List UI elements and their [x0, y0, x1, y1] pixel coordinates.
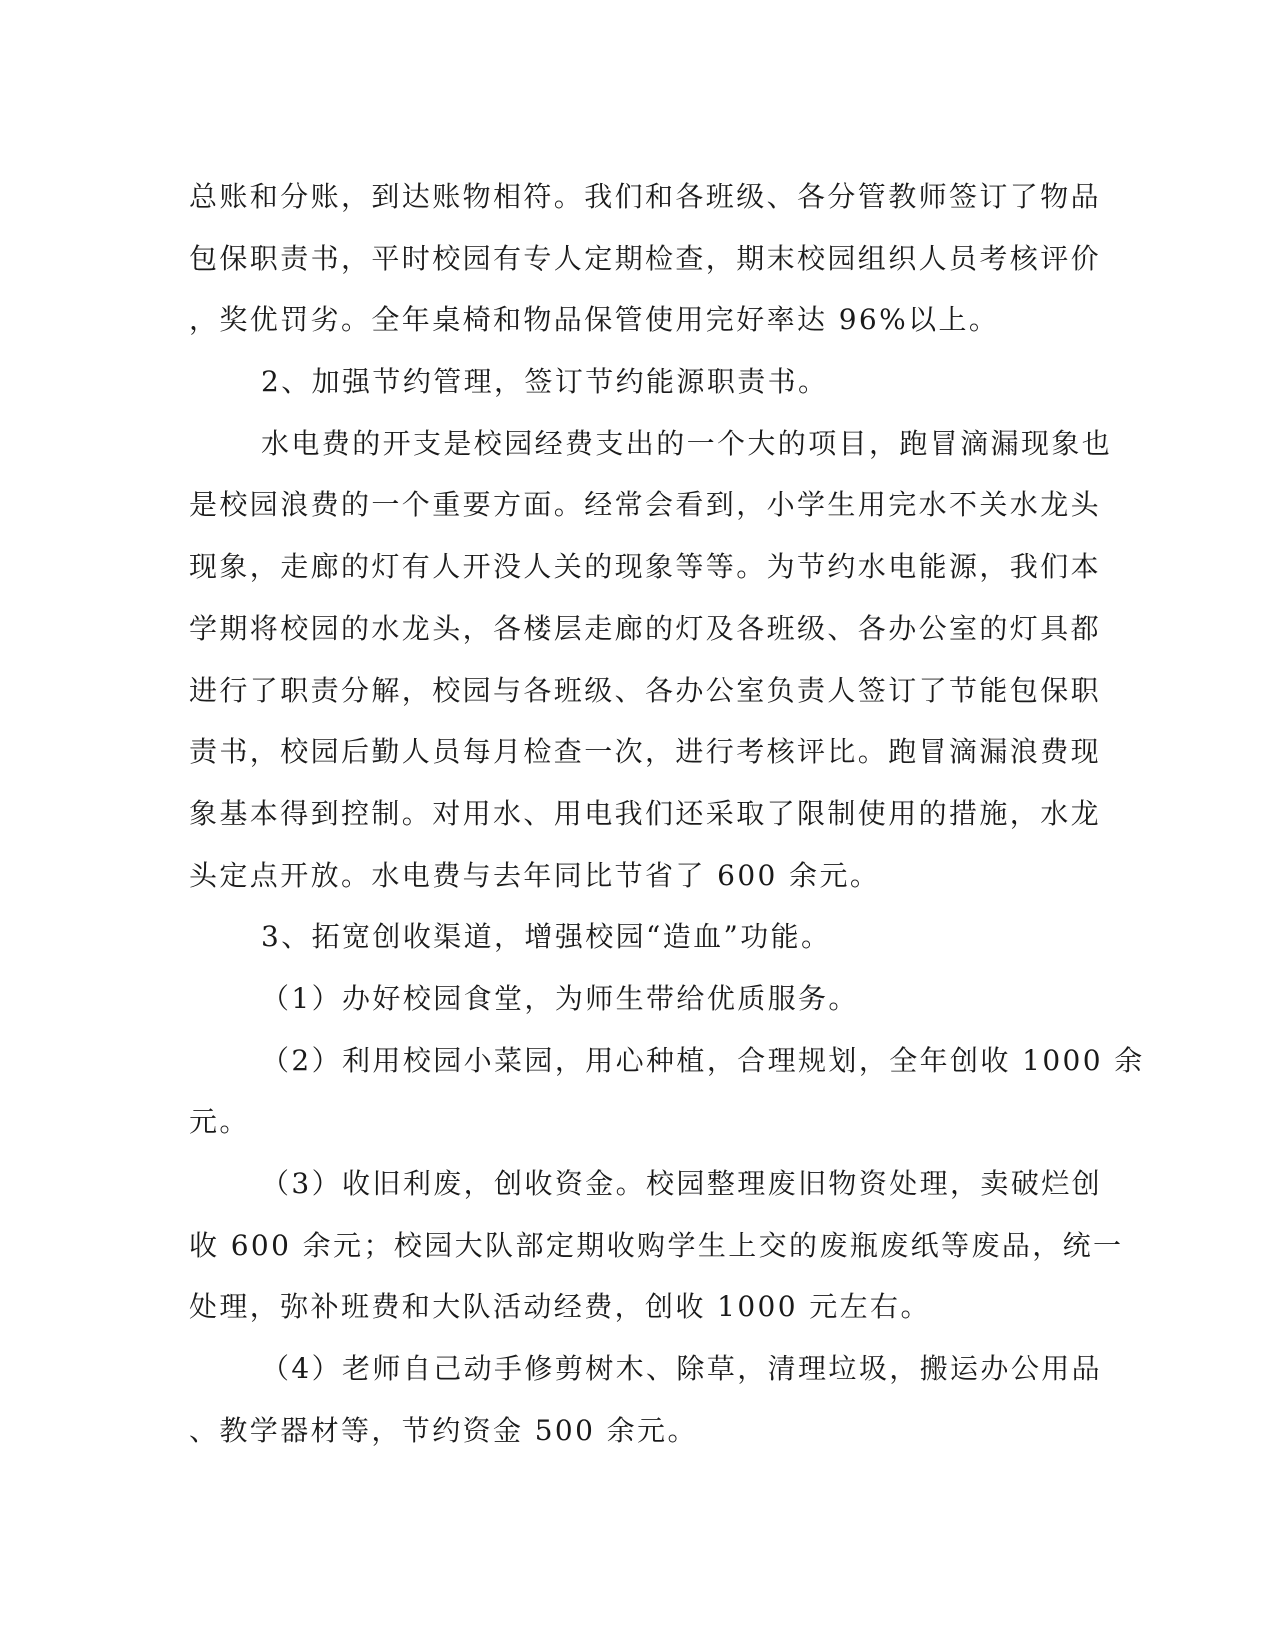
list-item-1: （1）办好校园食堂，为师生带给优质服务。 — [261, 981, 859, 1015]
paragraph-start: 水电费的开支是校园经费支出的一个大的项目，跑冒滴漏现象也 — [261, 426, 1113, 460]
text-line: 元。 — [189, 1105, 250, 1139]
text-line: 处理，弥补班费和大队活动经费，创收 1000 元左右。 — [189, 1290, 931, 1324]
list-item-3: （3）收旧利废，创收资金。校园整理废旧物资处理，卖破烂创 — [261, 1167, 1103, 1200]
text-line: 学期将校园的水龙头，各楼层走廊的灯及各班级、各办公室的灯具都 — [189, 611, 1102, 645]
document-body — [189, 166, 1145, 1461]
text-line: 是校园浪费的一个重要方面。经常会看到，小学生用完水不关水龙头 — [189, 488, 1102, 522]
list-item-2: （2）利用校园小菜园，用心种植，合理规划，全年创收 1000 余 — [261, 1043, 1145, 1077]
text-line: 包保职责书，平时校园有专人定期检查，期末校园组织人员考核评价 — [189, 241, 1102, 275]
text-line: 进行了职责分解，校园与各班级、各办公室负责人签订了节能包保职 — [189, 673, 1102, 707]
text-line: 责书，校园后勤人员每月检查一次，进行考核评比。跑冒滴漏浪费现 — [189, 735, 1102, 769]
list-item-4: （4）老师自己动手修剪树木、除草，清理垃圾，搬运办公用品 — [261, 1352, 1103, 1386]
text-line: 、教学器材等，节约资金 500 余元。 — [189, 1413, 698, 1447]
section-heading-2: 2、加强节约管理，签订节约能源职责书。 — [261, 365, 829, 399]
text-line: ，奖优罚劣。全年桌椅和物品保管使用完好率达 96%以上。 — [189, 303, 1000, 337]
text-line: 现象，走廊的灯有人开没人关的现象等等。为节约水电能源，我们本 — [189, 550, 1102, 584]
text-line: 收 600 余元；校园大队部定期收购学生上交的废瓶废纸等废品，统一 — [189, 1228, 1124, 1262]
text-line: 总账和分账，到达账物相符。我们和各班级、各分管教师签订了物品 — [189, 180, 1102, 213]
text-line: 头定点开放。水电费与去年同比节省了 600 余元。 — [189, 858, 881, 892]
text-line: 象基本得到控制。对用水、用电我们还采取了限制使用的措施，水龙 — [189, 796, 1102, 830]
section-heading-3: 3、拓宽创收渠道，增强校园“造血”功能。 — [261, 920, 832, 954]
